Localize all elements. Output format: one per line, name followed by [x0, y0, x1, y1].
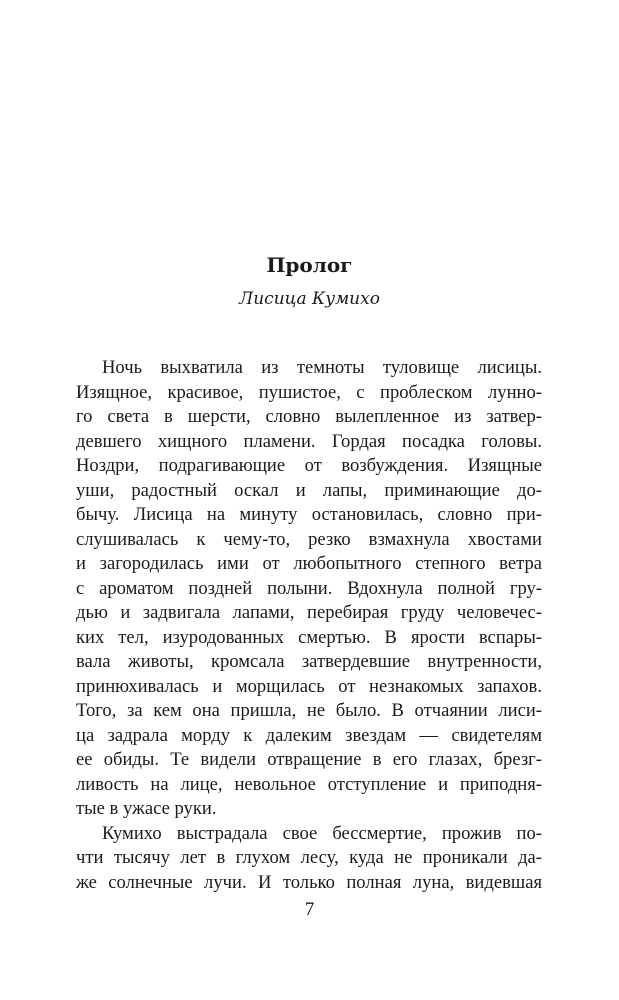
text-line: и загородилась ими от любопытного степного ветра — [76, 553, 542, 574]
text-line: ее обиды. Те видели отвращение в его глазах, брезг- — [76, 749, 542, 770]
text-line: ких тел, изуродованных смертью. В ярости вспары- — [76, 626, 542, 648]
text-line: го света в шерсти, словно вылепленное из затвер- — [76, 406, 542, 427]
text-line: ца задрала морду к далеким звездам — свидетелям — [76, 724, 542, 746]
paragraph — [76, 356, 542, 822]
text-line: бычу. Лисица на минуту остановилась, словно при- — [76, 504, 542, 525]
chapter-subtitle: Лисица Кумихо — [239, 289, 380, 309]
text-line: Ночь выхватила из темноты туловище лисицы. — [102, 357, 542, 378]
text-line: уши, радостный оскал и лапы, приминающие до- — [76, 479, 542, 501]
chapter-title: Пролог — [266, 253, 353, 277]
body-text — [76, 356, 542, 895]
text-line: Ноздри, подрагивающие от возбуждения. Изящные — [76, 455, 542, 476]
text-line: Того, за кем она пришла, не было. В отчаянии лиси- — [76, 700, 542, 721]
paragraph — [76, 822, 542, 896]
text-line: Изящное, красивое, пушистое, с проблеском лунно- — [76, 381, 542, 403]
text-line: же солнечные лучи. И только полная луна, видевшая — [76, 871, 542, 893]
text-line: дью и задвигала лапами, перебирая груду человечес- — [76, 602, 542, 623]
text-line: с ароматом поздней полыни. Вдохнула полной гру- — [76, 577, 542, 599]
text-line: вала животы, кромсала затвердевшие внутренности, — [76, 651, 542, 672]
text-line: тые в ужасе руки. — [76, 798, 217, 819]
text-line: слушивалась к чему-то, резко взмахнула хвостами — [76, 528, 542, 550]
page-number: 7 — [304, 899, 315, 920]
text-line: чти тысячу лет в глухом лесу, куда не проникали да- — [76, 847, 542, 868]
text-line: Кумихо выстрадала свое бессмертие, прожив по- — [102, 822, 542, 844]
text-line: принюхивалась и морщилась от незнакомых запахов. — [76, 675, 542, 697]
text-line: девшего хищного пламени. Гордая посадка головы. — [76, 430, 542, 452]
text-line: ливость на лице, невольное отступление и приподня- — [76, 773, 542, 795]
